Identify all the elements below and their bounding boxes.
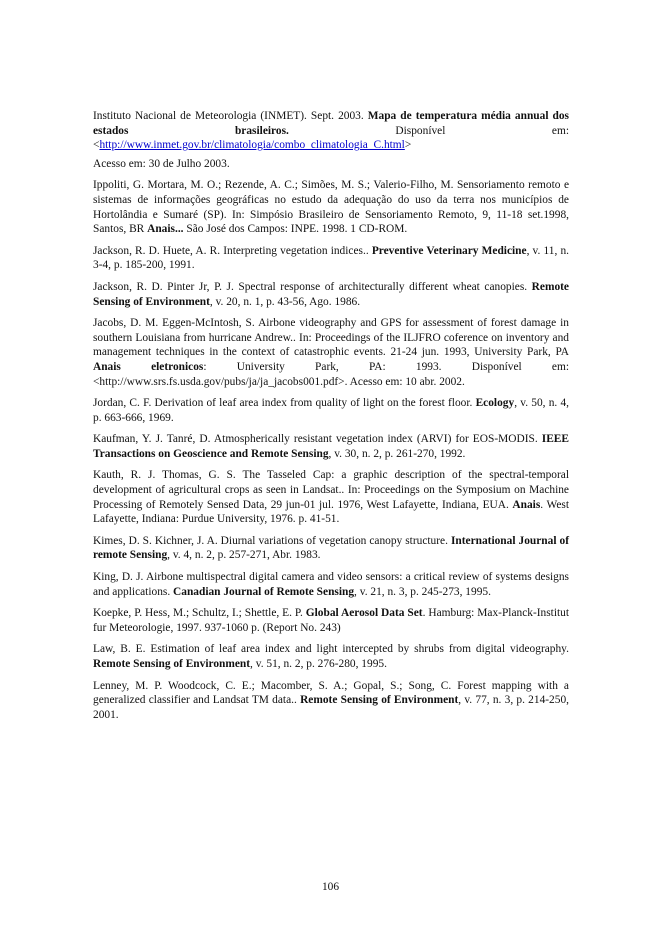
reference-text: Ippoliti, G. Mortara, M. O.; Rezende, A. C.; Simões, M. S.; Valerio-Filho, M. Sensoriamento remoto e sistemas de informações geográficas no estudo da adequação do uso da terra nos municípios de Hortolândia e Sumaré (SP). In: Simpósio Brasileiro de Sensoriamento Remoto, 9, 11-18 set.1998, Santos, BR — [93, 179, 569, 236]
reference-text: , v. 20, n. 1, p. 43-56, Ago. 1986. — [209, 295, 361, 308]
reference-text: , v. 30, n. 2, p. 261-270, 1992. — [328, 447, 466, 460]
reference-text: King, D. J. Airbone multispectral digital camera and video sensors: a critical review of systems designs and applications. — [93, 571, 569, 598]
reference-text: Jackson, R. D. Huete, A. R. Interpreting vegetation indices.. — [93, 244, 372, 257]
reference-text: Acesso em: 30 de Julho 2003. — [93, 157, 230, 170]
reference-text: . Hamburg: Max-Planck-Institut fur Meteorologie, 1997. 937-1060 p. (Report No. 243) — [93, 607, 570, 634]
reference-text: , v. 50, n. 4, p. 663-666, 1969. — [93, 397, 569, 424]
reference-entry — [93, 679, 569, 723]
reference-text: Jacobs, D. M. Eggen-McIntosh, S. Airbone videography and GPS for assessment of forest damage in southern Louisiana from hurricane Andrew.. In: Proceedings of the ILJFRO coference on inventory and management techniques in the context of catastrophic events. 21-24 jun. 1993, University Park, PA — [93, 317, 569, 359]
reference-text: Kauth, R. J. Thomas, G. S. The Tasseled Cap: a graphic description of the spectral-temporal development of agricultural crops as seen in Landsat.. In: Proceedings on the Symposium on Machine Processing of Remotely Sensed Data, 29 jun-01 jul. 1976, West Lafayette, Indiana, EUA. — [93, 469, 569, 511]
reference-title: Remote Sensing of Environment — [93, 658, 251, 670]
reference-title: Mapa de temperatura média annual dos estados brasileiros. — [93, 110, 569, 137]
reference-text: , v. 4, n. 2, p. 257-271, Abr. 1983. — [167, 549, 321, 562]
reference-text: Koepke, P. Hess, M.; Schultz, I.; Shettle, E. P. — [93, 607, 306, 620]
reference-text: > — [404, 139, 412, 152]
reference-entry — [93, 534, 569, 563]
reference-text: Kaufman, Y. J. Tanré, D. Atmospherically resistant vegetation index (ARVI) for EOS-MODIS. — [93, 433, 542, 446]
reference-text: Law, B. E. Estimation of leaf area index and light intercepted by shrubs from digital videography. — [93, 643, 569, 656]
reference-title: Remote Sensing of Environment — [300, 694, 459, 707]
reference-text: Jackson, R. D. Pinter Jr, P. J. Spectral response of architecturally different wheat canopies. — [93, 280, 532, 293]
reference-title: Remote Sensing of Environment — [93, 280, 569, 308]
reference-entry — [93, 432, 569, 461]
page-number: 106 — [321, 881, 340, 893]
reference-title: International Journal of remote Sensing — [93, 534, 569, 562]
reference-text: Disponível em: < — [93, 124, 570, 152]
reference-text: , v. 77, n. 3, p. 214-250, 2001. — [93, 694, 569, 721]
reference-title: IEEE Transactions on Geoscience and Remote Sensing — [93, 433, 569, 460]
reference-title: Anais... — [147, 223, 184, 236]
reference-text: Instituto Nacional de Meteorologia (INMET). Sept. 2003. — [93, 110, 368, 122]
reference-title: Global Aerosol Data Set — [305, 607, 423, 620]
reference-text: Kimes, D. S. Kichner, J. A. Diurnal variations of vegetation canopy structure. — [93, 534, 451, 547]
reference-title: Ecology — [475, 397, 515, 410]
reference-text: Jordan, C. F. Derivation of leaf area index from quality of light on the forest floor. — [93, 397, 476, 410]
reference-entry — [93, 157, 569, 172]
reference-entry — [93, 606, 569, 635]
reference-entry — [93, 468, 569, 526]
reference-entry — [93, 178, 569, 236]
reference-link[interactable]: http://www.inmet.gov.br/climatologia/combo_climatologia_C.html — [99, 139, 405, 152]
reference-title: Canadian Journal of Remote Sensing — [173, 585, 355, 598]
reference-text: , v. 21, n. 3, p. 245-273, 1995. — [354, 585, 491, 598]
reference-entry — [93, 570, 569, 599]
reference-text: Lenney, M. P. Woodcock, C. E.; Macomber, S. A.; Gopal, S.; Song, C. Forest mapping with a generalized classifier and Landsat TM data.. — [93, 679, 569, 707]
reference-entry — [93, 396, 569, 425]
reference-text: , v. 51, n. 2, p. 276-280, 1995. — [250, 658, 387, 670]
reference-entry — [93, 642, 569, 671]
reference-entry — [93, 280, 569, 309]
reference-title: Anais — [512, 498, 541, 511]
reference-text: . West Lafayette, Indiana: Purdue University, 1976. p. 41-51. — [93, 498, 570, 526]
reference-text: São José dos Campos: INPE. 1998. 1 CD-ROM. — [183, 223, 408, 236]
reference-entry — [93, 316, 569, 389]
reference-title: Anais eletronicos — [93, 360, 204, 373]
reference-entry — [93, 244, 569, 273]
reference-entry — [93, 109, 569, 153]
reference-text: : University Park, PA: 1993. Disponível em: <http://www.srs.fs.usda.gov/pubs/ja/ja_jacobs001.pdf>. Acesso em: 10 abr. 2002. — [93, 360, 570, 388]
reference-list — [93, 109, 569, 729]
reference-text: , v. 11, n. 3-4, p. 185-200, 1991. — [93, 244, 569, 272]
reference-title: Preventive Veterinary Medicine — [371, 244, 527, 257]
